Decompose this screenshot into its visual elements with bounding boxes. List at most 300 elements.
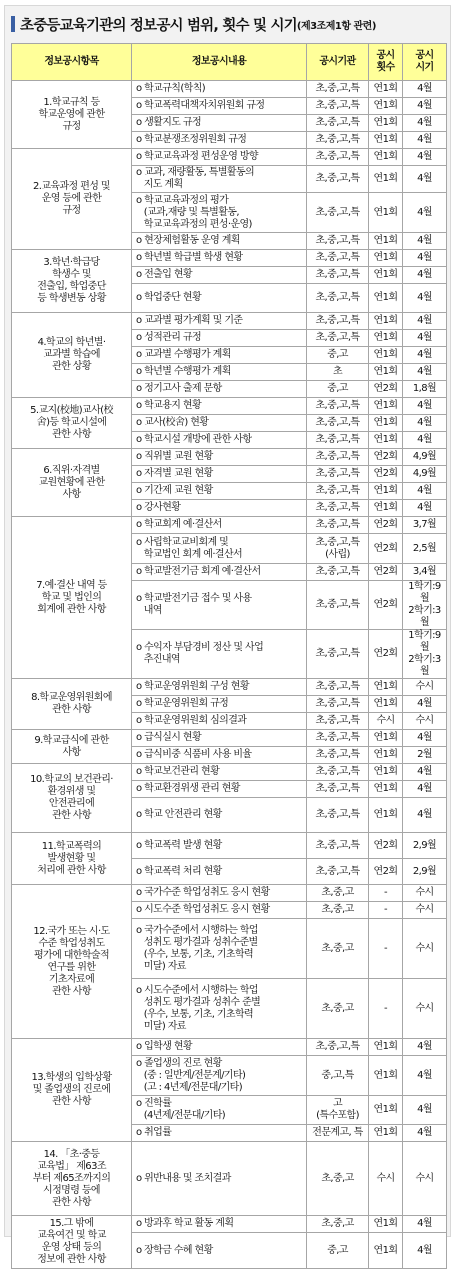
content-line: o 학교발전기금 접수 및 사용 <box>136 593 252 604</box>
header-frequency <box>369 44 403 81</box>
timing-cell <box>403 1142 447 1216</box>
timing-line: 수시 <box>415 715 434 726</box>
org-line: 중,고 <box>327 383 348 394</box>
org-line: 초,중,고,특 <box>315 100 360 111</box>
frequency-line: 연1회 <box>373 434 398 445</box>
content-line: 미달) 자료 <box>136 960 186 972</box>
category-cell <box>12 250 132 313</box>
content-line: o 학년별 수행평가 계획 <box>136 366 231 377</box>
timing-cell <box>403 581 447 630</box>
content-line: 성취도 평가결과 성취수준별 <box>136 936 258 948</box>
timing-line: 4월 <box>417 332 432 343</box>
category-line: 등 학생변동 상황 <box>37 293 106 304</box>
category-line: 운영 등에 관한 <box>41 193 102 204</box>
org-cell <box>307 415 369 432</box>
frequency-cell <box>369 979 403 1039</box>
org-cell <box>307 859 369 885</box>
header-line: 횟수 <box>376 62 395 73</box>
timing-cell <box>403 233 447 250</box>
content-cell <box>132 1233 307 1269</box>
org-line: (특수포함) <box>316 1110 359 1121</box>
timing-cell <box>403 517 447 534</box>
category-line: 정보에 관한 사항 <box>37 1254 106 1265</box>
timing-cell <box>403 432 447 449</box>
org-line: 초,중,고,특 <box>315 519 360 530</box>
frequency-line: 연1회 <box>373 252 398 263</box>
org-line: 초,중,고,특 <box>315 732 360 743</box>
org-cell <box>307 347 369 364</box>
org-cell <box>307 267 369 284</box>
content-line: o 교과, 재량활동, 특별활동의 <box>136 167 255 178</box>
timing-line: 4월 <box>417 134 432 145</box>
timing-cell <box>403 902 447 919</box>
org-line: 초,중,고,특 <box>315 315 360 326</box>
timing-cell <box>403 1216 447 1233</box>
content-line: (고 : 4년제/전문대/기타) <box>136 1081 243 1093</box>
timing-cell <box>403 713 447 730</box>
category-line: 9.학교급식에 관한 <box>34 734 109 746</box>
frequency-cell <box>369 1056 403 1096</box>
timing-cell <box>403 466 447 483</box>
timing-cell <box>403 500 447 517</box>
category-line: 3.학년·학급당 <box>43 257 100 268</box>
category-line: 2.교육과정 편성 및 <box>33 181 110 192</box>
content-line: (우수, 보통, 기초, 기초학력 <box>136 1008 254 1020</box>
frequency-line: 연1회 <box>373 292 398 303</box>
content-line: o 학교폭력 발생 현황 <box>136 839 222 851</box>
category-line: 舍)등 학교시설에 <box>36 417 107 428</box>
timing-cell <box>403 764 447 781</box>
header-org: 공시기관 <box>307 44 369 81</box>
category-line: 회계에 관한 사항 <box>37 603 106 615</box>
frequency-cell <box>369 398 403 415</box>
timing-cell <box>403 534 447 564</box>
content-cell <box>132 330 307 347</box>
timing-line: 수시 <box>415 1002 434 1014</box>
frequency-cell <box>369 885 403 902</box>
frequency-cell <box>369 81 403 98</box>
org-cell <box>307 798 369 833</box>
content-line: 성취도 평가결과 성취수 준별 <box>136 996 261 1008</box>
category-cell <box>12 1039 132 1142</box>
category-line: 5.교지(校地)교사(校 <box>30 405 113 416</box>
frequency-line: 연1회 <box>373 400 398 411</box>
table-row <box>12 250 447 267</box>
frequency-line: 연1회 <box>373 1069 398 1081</box>
category-line: 4.학교의 학년별· <box>37 337 106 348</box>
content-line: 학교교육과정의 편성·운영) <box>136 218 252 230</box>
timing-line: 4월 <box>417 173 432 184</box>
timing-cell <box>403 330 447 347</box>
org-line: 초,중,고,특 <box>315 134 360 145</box>
org-cell <box>307 1233 369 1269</box>
frequency-line: 연1회 <box>373 698 398 709</box>
timing-cell <box>403 919 447 979</box>
category-cell <box>12 1216 132 1269</box>
org-cell <box>307 98 369 115</box>
category-line: 연구를 위한 <box>47 961 96 973</box>
category-line: 교육여건 및 학교 <box>37 1230 106 1241</box>
org-line: 초,중,고 <box>321 887 354 898</box>
frequency-line: 연2회 <box>373 566 398 577</box>
timing-cell <box>403 284 447 313</box>
timing-line: 4월 <box>417 292 432 303</box>
content-line: o 교사(校舍) 현황 <box>136 417 209 428</box>
org-line: 초,중,고,특 <box>315 865 360 877</box>
content-cell <box>132 730 307 747</box>
frequency-cell <box>369 330 403 347</box>
table-body <box>12 81 447 1269</box>
category-line: 6.직위·자격별 <box>43 464 100 476</box>
timing-line: 4월 <box>417 100 432 111</box>
timing-cell <box>403 696 447 713</box>
frequency-cell <box>369 713 403 730</box>
timing-line: 4월 <box>417 1127 432 1138</box>
frequency-line: 연1회 <box>373 1127 398 1138</box>
frequency-line: 연1회 <box>373 783 398 794</box>
table-row <box>12 764 447 781</box>
timing-line: 4월 <box>417 269 432 280</box>
content-cell <box>132 313 307 330</box>
table-row <box>12 1039 447 1056</box>
content-line: o 성적관리 규정 <box>136 332 202 343</box>
org-cell <box>307 364 369 381</box>
content-cell <box>132 449 307 466</box>
frequency-line: 수시 <box>376 715 395 726</box>
content-line: o 기간제 교원 현황 <box>136 485 213 496</box>
frequency-line: - <box>383 887 387 898</box>
org-cell <box>307 284 369 313</box>
org-cell <box>307 313 369 330</box>
category-line: 11.학교폭력의 <box>41 840 102 852</box>
content-cell <box>132 364 307 381</box>
org-cell <box>307 149 369 166</box>
timing-cell <box>403 98 447 115</box>
frequency-cell <box>369 149 403 166</box>
timing-line: 4월 <box>417 766 432 777</box>
category-line: 7.예·결산 내역 등 <box>36 579 107 591</box>
org-cell <box>307 630 369 679</box>
content-cell <box>132 466 307 483</box>
content-line: o 국가수준에서 시행하는 학업 <box>136 924 258 936</box>
frequency-line: 연2회 <box>373 648 398 659</box>
category-line: 12.국가 또는 시·도 <box>33 925 110 937</box>
timing-line: 4월 <box>417 1041 432 1052</box>
content-cell <box>132 483 307 500</box>
category-line: 10.학교의 보건관리· <box>30 774 113 785</box>
timing-cell <box>403 781 447 798</box>
table-row <box>12 885 447 902</box>
frequency-cell <box>369 364 403 381</box>
org-line: 초,중,고 <box>321 1172 354 1184</box>
category-line: 평가에 대한학술적 <box>33 949 110 961</box>
org-cell <box>307 979 369 1039</box>
timing-cell <box>403 1096 447 1125</box>
org-cell <box>307 764 369 781</box>
content-cell <box>132 534 307 564</box>
timing-line: 2,9월 <box>412 865 437 877</box>
content-cell <box>132 98 307 115</box>
timing-cell <box>403 833 447 859</box>
frequency-cell <box>369 500 403 517</box>
timing-cell <box>403 381 447 398</box>
frequency-cell <box>369 1125 403 1142</box>
frequency-cell <box>369 730 403 747</box>
content-line: o 급식비중 식품비 사용 비율 <box>136 749 252 760</box>
content-cell <box>132 885 307 902</box>
category-line: 및 졸업생의 진로에 <box>32 1084 111 1095</box>
org-cell <box>307 581 369 630</box>
content-cell <box>132 149 307 166</box>
content-cell <box>132 979 307 1039</box>
content-cell <box>132 1142 307 1216</box>
category-line: 운영 상태 등의 <box>41 1242 102 1253</box>
frequency-line: 연2회 <box>373 451 398 462</box>
content-line: o 교과별 수행평가 계획 <box>136 349 231 360</box>
timing-cell <box>403 449 447 466</box>
table-row <box>12 1216 447 1233</box>
org-cell <box>307 115 369 132</box>
category-line: 안전관리에 <box>48 798 95 809</box>
org-line: 초,중,고,특 <box>315 648 360 659</box>
org-cell <box>307 500 369 517</box>
content-line: o 시도수준에서 시행하는 학업 <box>136 984 258 996</box>
content-line: o 전출입 현황 <box>136 269 192 280</box>
timing-line: 수시 <box>415 904 434 915</box>
content-cell <box>132 747 307 764</box>
org-line: 초,중,고,특 <box>315 485 360 496</box>
category-line: 규정 <box>62 120 81 132</box>
org-line: 초,중,고,특 <box>315 434 360 445</box>
frequency-cell <box>369 747 403 764</box>
frequency-line: 연1회 <box>373 417 398 428</box>
timing-line: 4월 <box>417 1218 432 1229</box>
frequency-cell <box>369 781 403 798</box>
org-line: 초,중,고,특 <box>315 1041 360 1052</box>
timing-line: 4월 <box>417 698 432 709</box>
category-line: 전출입, 학업중단 <box>37 281 106 292</box>
document-title <box>11 13 441 35</box>
frequency-cell <box>369 764 403 781</box>
content-line: 미달) 자료 <box>136 1020 186 1032</box>
content-cell <box>132 193 307 233</box>
frequency-cell <box>369 859 403 885</box>
org-line: 전문계고, 특 <box>312 1127 363 1138</box>
org-cell <box>307 250 369 267</box>
content-line: o 교과별 평가계획 및 기준 <box>136 315 243 326</box>
frequency-line: 연1회 <box>373 1104 398 1115</box>
category-line: 사항 <box>62 746 81 758</box>
timing-cell <box>403 1233 447 1269</box>
org-cell <box>307 166 369 193</box>
category-cell <box>12 833 132 885</box>
org-line: 초,중,고,특 <box>315 83 360 94</box>
category-cell <box>12 1142 132 1216</box>
timing-line: 3,4월 <box>412 566 437 577</box>
content-cell <box>132 1125 307 1142</box>
frequency-cell <box>369 284 403 313</box>
content-line: o 학교폭력대책자치위원회 규정 <box>136 100 265 111</box>
timing-cell <box>403 979 447 1039</box>
frequency-line: - <box>383 904 387 915</box>
category-line: 15.그 밖에 <box>49 1218 94 1229</box>
frequency-cell <box>369 483 403 500</box>
header-timing <box>403 44 447 81</box>
org-cell <box>307 1216 369 1233</box>
frequency-cell <box>369 517 403 534</box>
org-cell <box>307 132 369 149</box>
org-line: 초,중,고,특 <box>315 783 360 794</box>
frequency-cell <box>369 132 403 149</box>
frequency-line: 연1회 <box>373 485 398 496</box>
frequency-line: 연1회 <box>373 151 398 162</box>
category-cell <box>12 517 132 679</box>
org-cell <box>307 534 369 564</box>
timing-line: 4월 <box>417 400 432 411</box>
frequency-cell <box>369 833 403 859</box>
org-line: 초,중,고,특 <box>315 715 360 726</box>
frequency-line: 연1회 <box>373 366 398 377</box>
category-cell <box>12 730 132 764</box>
timing-line: 4월 <box>417 434 432 445</box>
frequency-line: 연2회 <box>373 599 398 610</box>
timing-cell <box>403 679 447 696</box>
timing-line: 4월 <box>417 349 432 360</box>
content-line: o 학교교육과정 편성운영 방향 <box>136 151 258 162</box>
category-cell <box>12 764 132 833</box>
timing-line: 4월 <box>417 783 432 794</box>
content-line: o 정기고사 출제 문항 <box>136 383 222 394</box>
org-cell <box>307 1142 369 1216</box>
content-cell <box>132 284 307 313</box>
frequency-cell <box>369 250 403 267</box>
category-line: 8.학교운영위원회에 <box>31 692 112 703</box>
org-cell <box>307 517 369 534</box>
content-line: o 학교발전기금 회계 예·결산서 <box>136 566 261 577</box>
table-row <box>12 1142 447 1216</box>
org-line: 초,중,고,특 <box>315 235 360 246</box>
org-line: 초,중,고,특 <box>315 839 360 851</box>
category-line: 사항 <box>62 488 81 500</box>
frequency-cell <box>369 166 403 193</box>
frequency-line: 연1회 <box>373 681 398 692</box>
org-line: 초,중,고,특 <box>315 117 360 128</box>
org-cell <box>307 330 369 347</box>
timing-line: 4월 <box>417 1069 432 1081</box>
frequency-line: 수시 <box>376 1172 395 1184</box>
timing-line: 수시 <box>415 887 434 898</box>
category-cell <box>12 313 132 398</box>
content-cell <box>132 564 307 581</box>
content-cell <box>132 415 307 432</box>
timing-line: 4월 <box>417 366 432 377</box>
org-cell <box>307 747 369 764</box>
content-line: o 강사현황 <box>136 502 181 513</box>
content-line: o 학교시설 개방에 관한 사항 <box>136 434 252 445</box>
content-line: (우수, 보통, 기초, 기초학력 <box>136 948 254 960</box>
category-line: 시정명령 등에 <box>43 1184 100 1196</box>
timing-line: 2월 <box>417 749 432 760</box>
org-line: 초,중,고,특 <box>315 566 360 577</box>
content-line: o 생활지도 규정 <box>136 117 202 128</box>
content-line: o 학교보건관리 현황 <box>136 766 220 777</box>
category-cell <box>12 398 132 449</box>
timing-cell <box>403 398 447 415</box>
timing-cell <box>403 1125 447 1142</box>
org-line: 초,중,고,특 <box>315 468 360 479</box>
timing-line: 4월 <box>417 235 432 246</box>
org-line: 초,중,고,특 <box>315 292 360 303</box>
org-line: 중,고 <box>327 349 348 360</box>
content-cell <box>132 250 307 267</box>
timing-line: 4,9월 <box>412 451 437 462</box>
org-cell <box>307 885 369 902</box>
content-cell <box>132 267 307 284</box>
timing-cell <box>403 149 447 166</box>
org-line: 초,중,고 <box>321 942 354 954</box>
category-line: 처리에 관한 사항 <box>37 864 106 876</box>
content-line: o 학교폭력 처리 현황 <box>136 865 222 877</box>
content-line: (4년제/전문대/기타) <box>136 1110 226 1121</box>
content-line: o 시도수준 학업성취도 응시 현황 <box>136 904 270 915</box>
org-cell <box>307 466 369 483</box>
content-cell <box>132 581 307 630</box>
frequency-line: 연1회 <box>373 117 398 128</box>
frequency-cell <box>369 233 403 250</box>
timing-cell <box>403 364 447 381</box>
category-line: 학생수 및 <box>52 269 91 280</box>
content-cell <box>132 398 307 415</box>
timing-cell <box>403 1039 447 1056</box>
timing-line: 1학기:9월 <box>408 630 441 653</box>
frequency-cell <box>369 1142 403 1216</box>
table-row <box>12 449 447 466</box>
content-cell <box>132 630 307 679</box>
content-line: o 학교 안전관리 현황 <box>136 809 222 820</box>
org-line: 중,고,특 <box>321 1069 354 1081</box>
org-cell <box>307 1056 369 1096</box>
content-line: o 학교규칙(학칙) <box>136 83 206 94</box>
frequency-cell <box>369 564 403 581</box>
content-line: o 위반내용 및 조치결과 <box>136 1172 231 1184</box>
frequency-cell <box>369 313 403 330</box>
timing-cell <box>403 132 447 149</box>
category-line: 13.학생의 입학상황 <box>31 1072 112 1083</box>
frequency-line: 연1회 <box>373 235 398 246</box>
frequency-line: 연1회 <box>373 269 398 280</box>
frequency-line: 연1회 <box>373 502 398 513</box>
org-line: 초,중,고 <box>321 1218 354 1229</box>
content-cell <box>132 347 307 364</box>
category-line: 관한 사항 <box>52 704 91 715</box>
header-line: 시기 <box>415 62 434 73</box>
content-cell <box>132 902 307 919</box>
frequency-line: 연2회 <box>373 839 398 851</box>
frequency-line: 연1회 <box>373 1244 398 1256</box>
timing-line: 4월 <box>417 252 432 263</box>
timing-line: 4월 <box>417 1104 432 1115</box>
category-line: 학교 및 법인의 <box>41 591 102 603</box>
timing-line: 2,5월 <box>412 542 437 554</box>
title-main: 초중등교육기관의 정보공시 범위, 횟수 및 시기 <box>20 17 297 34</box>
content-line: o 직위별 교원 현황 <box>136 451 213 462</box>
timing-line: 4월 <box>417 151 432 162</box>
content-line: o 취업률 <box>136 1127 172 1138</box>
content-cell <box>132 859 307 885</box>
org-cell <box>307 919 369 979</box>
timing-cell <box>403 347 447 364</box>
org-cell <box>307 679 369 696</box>
